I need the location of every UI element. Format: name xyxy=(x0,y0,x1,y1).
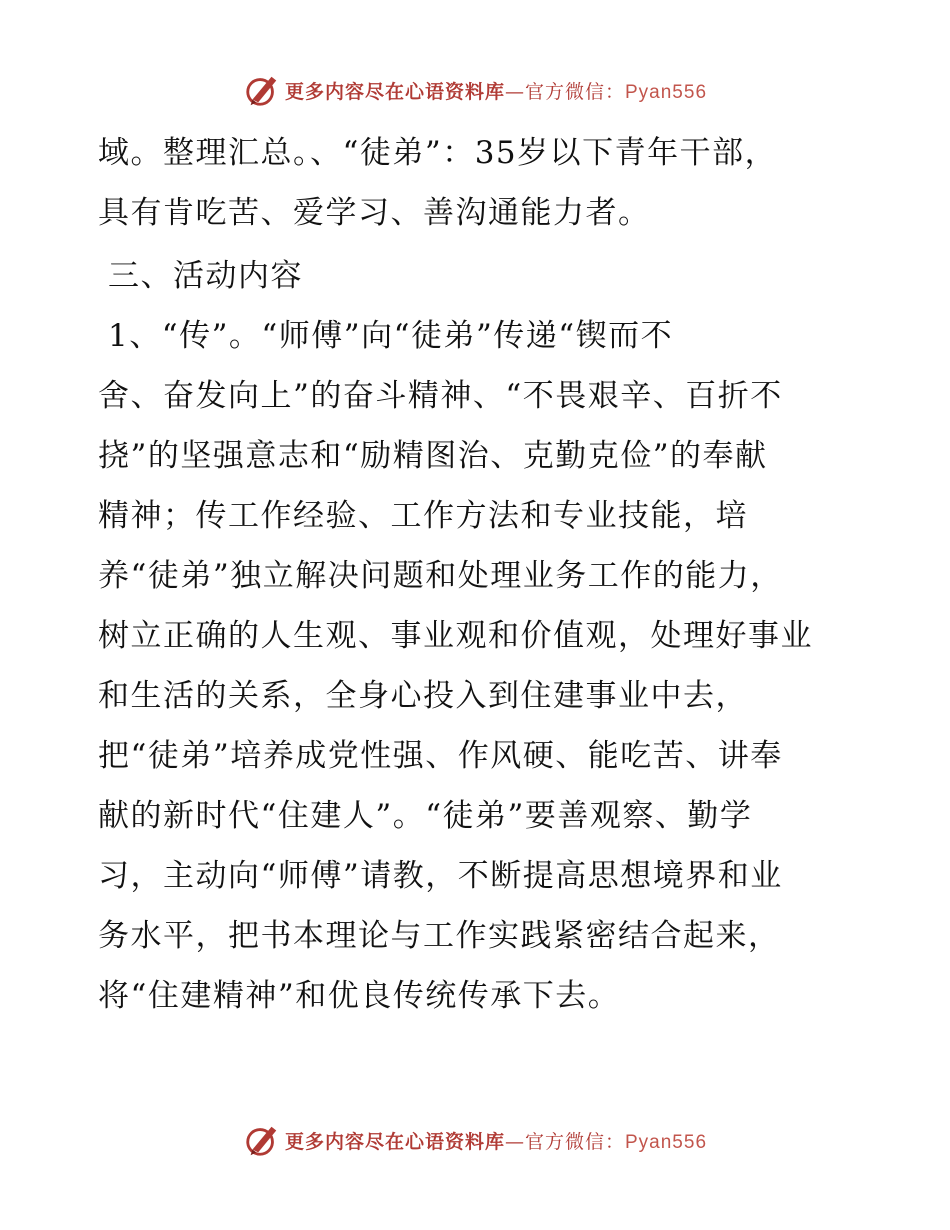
paragraph-line: 习，主动向“师傅”请教，不断提高思想境界和业 xyxy=(98,858,783,894)
pen-logo-icon xyxy=(243,71,281,109)
watermark-main-text: 更多内容尽在心语资料库 xyxy=(284,1130,505,1153)
header-watermark xyxy=(0,70,950,110)
paragraph-line: 树立正确的人生观、事业观和价值观，处理好事业 xyxy=(98,618,813,654)
paragraph-line: 域。整理汇总。、“徒弟”：35岁以下青年干部， xyxy=(98,135,778,171)
watermark-account: Pyan556 xyxy=(625,1131,708,1153)
document-body xyxy=(98,123,858,1026)
watermark-separator: —官方微信： xyxy=(504,1130,625,1153)
footer-watermark xyxy=(0,1120,950,1160)
watermark-separator: —官方微信： xyxy=(504,80,625,103)
paragraph-line: 和生活的关系，全身心投入到住建事业中去， xyxy=(98,678,748,714)
pen-logo-icon xyxy=(243,1121,281,1159)
paragraph-line: 1、“传”。“师傅”向“徒弟”传递“锲而不 xyxy=(108,318,674,354)
paragraph-line: 具有肯吃苦、爱学习、善沟通能力者。 xyxy=(98,195,651,231)
paragraph-line: 养“徒弟”独立解决问题和处理业务工作的能力， xyxy=(98,558,783,594)
paragraph-line: 精神；传工作经验、工作方法和专业技能，培 xyxy=(98,498,748,534)
paragraph-line: 务水平，把书本理论与工作实践紧密结合起来， xyxy=(98,918,781,954)
watermark-main-text: 更多内容尽在心语资料库 xyxy=(284,80,505,103)
paragraph-line: 献的新时代“住建人”。“徒弟”要善观察、勤学 xyxy=(98,798,753,834)
paragraph-line: 挠”的坚强意志和“励精图治、克勤克俭”的奉献 xyxy=(98,438,768,474)
section-heading: 三、活动内容 xyxy=(108,258,303,294)
watermark-account: Pyan556 xyxy=(625,81,708,103)
paragraph-line: 舍、奋发向上”的奋斗精神、“不畏艰辛、百折不 xyxy=(98,378,783,414)
paragraph-line: 将“住建精神”和优良传统传承下去。 xyxy=(98,978,621,1014)
paragraph-line: 把“徒弟”培养成党性强、作风硬、能吃苦、讲奉 xyxy=(98,738,783,774)
